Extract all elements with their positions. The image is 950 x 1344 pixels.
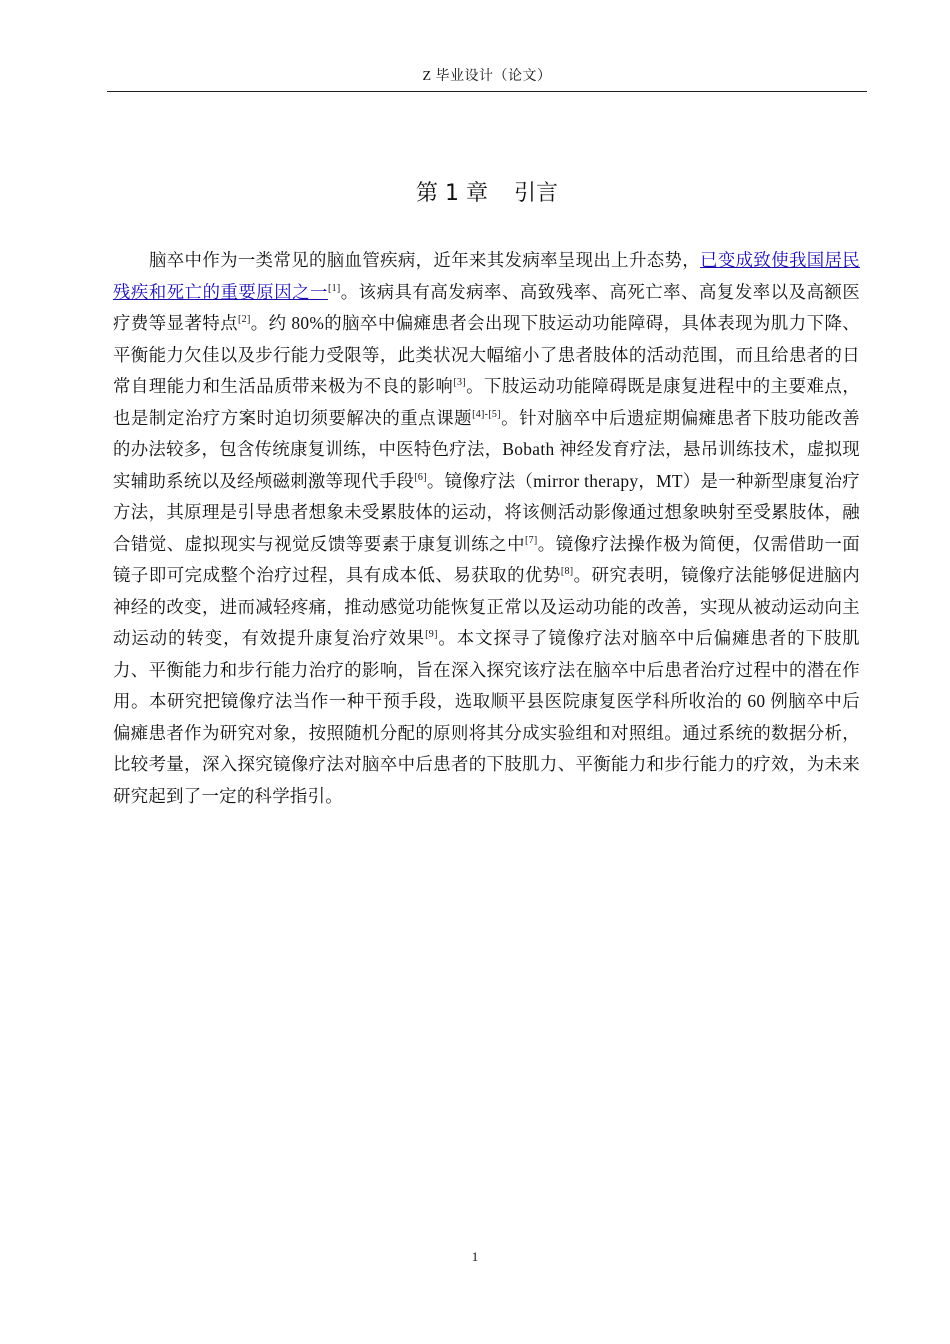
page-number: 1 — [471, 1249, 479, 1264]
text-segment: 。本文探寻了镜像疗法对脑卒中后偏瘫患者的下肢肌力、平衡能力和步行能力治疗的影响，旨在深入探究该疗法在脑卒中后患者治疗过程中的潜在作用。本研究把镜像疗法当作一种干预手段，选取顺平县医院康复医学科所收治的 60 例脑卒中后偏瘫患者作为研究对象，按照随机分配的原则将其分成实验组和对照组。通过系统的数据分析，比较考量，深入探究镜像疗法对脑卒中后患者的下肢肌力、平衡能力和步行能力的疗效，为未来研究起到了一定的科学指引。 — [113, 628, 860, 806]
reference-marker: [7] — [525, 534, 538, 546]
page-header-title: Z 毕业设计（论文） — [422, 69, 552, 84]
reference-marker: [6] — [414, 471, 427, 483]
reference-marker: [8] — [560, 566, 574, 577]
reference-marker: [1] — [327, 282, 341, 294]
text-segment: 。镜像疗法（mirror therapy，MT）是一种新型康复治疗方法，其原理是引导患者想象未受累肢体的运动，将该侧活动影像通过想象映射至受累肢体，融合错觉、虚拟现实与视觉反馈等要素于康复训练之中 — [113, 470, 860, 554]
text-segment: 。下肢运动功能障碍既是康复进程中的主要难点，也是制定治疗方案时迫切须要解决的重点课题 — [113, 376, 861, 428]
chapter-title: 引言 — [513, 181, 558, 206]
text-segment: 。研究表明，镜像疗法能够促进脑内神经的改变，进而减轻疼痛，推动感觉功能恢复正常以及运动功能的改善，实现从被动运动向主动运动的转变，有效提升康复治疗效果 — [113, 565, 860, 648]
text-segment: 。镜像疗法操作极为简便，仅需借助一面镜子即可完成整个治疗过程，具有成本低、易获取的优势 — [113, 533, 860, 585]
chapter-heading — [107, 177, 867, 211]
reference-marker: [9] — [425, 629, 438, 640]
body-paragraph — [113, 245, 860, 812]
reference-marker: [2] — [238, 314, 251, 325]
citation-link[interactable]: 已变成致使我国居民残疾和死亡的重要原因之一 — [113, 250, 860, 302]
reference-marker: [3] — [453, 377, 466, 388]
text-segment: 脑卒中作为一类常见的脑血管疾病，近年来其发病率呈现出上升态势， — [149, 250, 701, 270]
chapter-number: 第 1 章 — [416, 181, 488, 206]
text-segment: 。约 80%的脑卒中偏瘫患者会出现下肢运动功能障碍，具体表现为肌力下降、平衡能力欠佳以及步行能力受限等，此类状况大幅缩小了患者肢体的活动范围，而且给患者的日常自理能力和生活品质带来极为不良的影响 — [113, 313, 860, 396]
text-segment: 。针对脑卒中后遗症期偏瘫患者下肢功能改善的办法较多，包含传统康复训练，中医特色疗法，Bobath 神经发育疗法，悬吊训练技术，虚拟现实辅助系统以及经颅磁刺激等现代手段 — [113, 407, 860, 491]
reference-marker: [4]-[5] — [472, 408, 501, 420]
text-segment: 。该病具有高发病率、高致残率、高死亡率、高复发率以及高额医疗费等显著特点 — [113, 281, 861, 333]
header-divider — [107, 91, 867, 92]
